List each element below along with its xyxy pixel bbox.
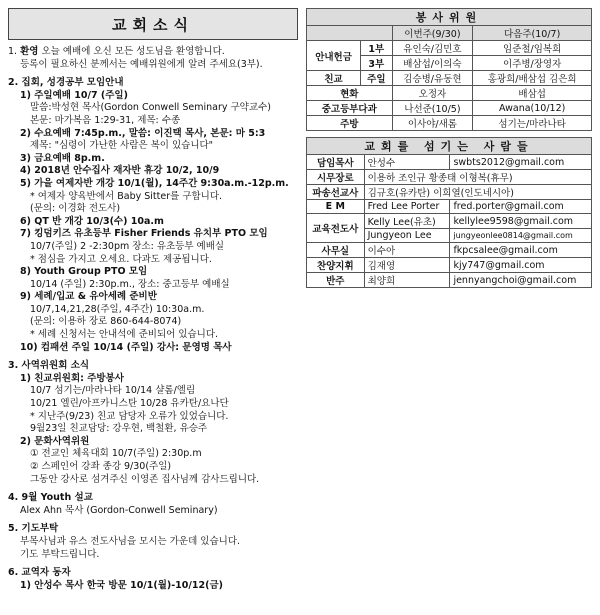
servers-title: 봉사위원 (307, 9, 592, 26)
welcome-section (8, 46, 298, 71)
info-column (306, 8, 592, 288)
meeting-item-line: * 점심을 가지고 오세요. 다과도 제공됩니다. (30, 253, 212, 265)
meeting-item-line: 제목: "심령이 가난한 사람은 복이 있습니다" (30, 140, 214, 152)
servers-this-week-value: 오정자 (392, 86, 473, 101)
welcome-text: 오늘 예배에 오신 모든 성도님을 환영합니다. (41, 46, 225, 57)
meeting-item-line: 10/7(주일) 2 -2:30pm 장소: 유초등부 예배실 (30, 240, 225, 252)
staff-table (306, 137, 592, 288)
staff-row (307, 185, 592, 200)
meeting-item-head: 5) 가을 여제자반 개강 10/1(월), 14주간 9:30a.m.-12p.m. (20, 177, 289, 189)
staff-role: 파송선교사 (307, 185, 365, 200)
youth-sermon-section (8, 492, 298, 517)
prayer-line: 기도 부탁드립니다. (20, 548, 100, 560)
ministry-item-line: 10/21 엘린/아프카니스탄 10/28 유카탄/요나단 (30, 398, 229, 410)
servers-col-this-week: 이번주(9/30) (392, 26, 473, 41)
meeting-item-head: 6) QT 반 개강 10/3(수) 10a.m (20, 215, 164, 227)
ministry-item-line: * 지난주(9/23) 친교 담당자 오류가 있었습니다. (30, 410, 229, 422)
meeting-item-head: 4) 2018년 안수집사 재자반 휴강 10/2, 10/9 (20, 165, 220, 177)
staff-name: Jungyeon Lee (364, 229, 450, 243)
prayer-title: 5. 기도부탁 (8, 523, 59, 535)
staff-row (307, 273, 592, 288)
ministry-item-line: ② 스페인어 강좌 종강 9/30(주일) (30, 461, 172, 472)
meeting-item-line: 10/14 (주일) 2:30p.m., 장소: 중고등부 예배실 (30, 278, 230, 290)
servers-this-week-value: 배삼섭/이의숙 (392, 56, 473, 71)
youth-sermon-title: 4. 9월 Youth 설교 (8, 492, 93, 504)
meeting-item-head: 3) 금요예배 8p.m. (20, 152, 105, 164)
meeting-item-line: 본문: 마가복음 1:29-31, 제목: 수종 (30, 114, 181, 126)
staff-title: 교회를 섬기는 사람들 (307, 138, 592, 155)
servers-row-label: 친교 (307, 71, 361, 86)
servers-row (307, 116, 592, 131)
staff-name: 최양희 (364, 273, 450, 288)
staff-row (307, 170, 592, 185)
staff-role: 시무장로 (307, 170, 365, 185)
staff-role: 찬양지휘 (307, 258, 365, 273)
servers-corner (307, 26, 393, 41)
prayer-line: 부목사님과 유스 전도사님을 모시는 가운데 있습니다. (20, 535, 241, 547)
meetings-title: 2. 집회, 성경공부 모임안내 (8, 77, 124, 89)
servers-row (307, 41, 592, 56)
staff-name: 이용하 조인규 황종태 이형복(휴무) (364, 170, 591, 185)
ministry-item-head: 2) 문화사역위원 (20, 435, 90, 447)
ministry-section (8, 360, 298, 486)
staff-news-section (8, 567, 298, 592)
meeting-item-line: 말씀:박성현 목사(Gordon Conwell Seminary 구약교수) (30, 102, 271, 114)
meeting-item-head: 2) 수요예배 7:45p.m., 말씀: 이진택 목사, 본문: 마 5:3 (20, 127, 266, 139)
staff-name: 김규호(유카탄) 이희열(인도네시아) (364, 185, 591, 200)
servers-this-week-value: 유인숙/김민호 (392, 41, 473, 56)
staff-name: 김재영 (364, 258, 450, 273)
servers-row (307, 86, 592, 101)
servers-row-label: 중고등부다과 (307, 101, 393, 116)
staff-email: kjy747@gmail.com (450, 258, 592, 273)
welcome-subtext: 등록이 필요하신 분께서는 예배위원에게 알려 주세요(3부). (20, 58, 263, 70)
servers-row-sublabel: 주일 (361, 71, 392, 86)
ministry-item-line: 9월23일 친교담당: 강우현, 백철환, 유승주 (30, 423, 208, 435)
servers-next-week-value: 섬기는/마라나타 (473, 116, 592, 131)
meeting-item-head: 9) 세례/입교 & 유아세례 준비반 (20, 291, 157, 303)
servers-next-week-value: 배삼섭 (473, 86, 592, 101)
servers-next-week-value: 홍광희/배삼섭 김은희 (473, 71, 592, 86)
servers-next-week-value: Awana(10/12) (473, 101, 592, 116)
church-news-column (8, 8, 298, 592)
servers-row (307, 71, 592, 86)
welcome-title: 환영 (20, 46, 39, 57)
ministry-item-head: 1) 친교위원회: 주방봉사 (20, 372, 124, 384)
ministry-item-line: 10/7 섬기는/마라나타 10/14 샬롬/엘림 (30, 385, 196, 397)
staff-row (307, 200, 592, 214)
staff-role: 반주 (307, 273, 365, 288)
staff-role: 담임목사 (307, 155, 365, 170)
meeting-item-head: 1) 주일예배 10/7 (주일) (20, 89, 128, 101)
servers-row-label: 주방 (307, 116, 393, 131)
meeting-item-line: (문의: 이경화 전도사) (30, 203, 121, 215)
servers-row-label: 안내헌금 (307, 41, 361, 71)
staff-name: 이수아 (364, 243, 450, 258)
staff-news-line: 1) 안성수 목사 한국 방문 10/1(월)-10/12(금) (20, 579, 223, 591)
staff-row (307, 214, 592, 229)
staff-role: E M (307, 200, 365, 214)
servers-row-sublabel: 3부 (361, 56, 392, 71)
servers-row (307, 101, 592, 116)
staff-row (307, 243, 592, 258)
staff-role: 사무실 (307, 243, 365, 258)
youth-sermon-line: Alex Ahn 목사 (Gordon-Conwell Seminary) (20, 504, 218, 516)
meeting-item-line: (문의: 이용하 장로 860-644-8074) (30, 316, 182, 328)
meeting-item-head: 8) Youth Group PTO 모임 (20, 266, 148, 278)
meeting-item-line: 10/7,14,21,28(주일, 4주간) 10:30a.m. (30, 303, 205, 315)
meeting-item-head: 7) 킹덤키즈 유초등부 Fisher Friends 유치부 PTO 모임 (20, 228, 268, 240)
meeting-item-line: * 여제자 양육반에서 Baby Sitter를 구합니다. (30, 190, 223, 202)
staff-name: Fred Lee Porter (364, 200, 450, 214)
servers-this-week-value: 이사야/새롬 (392, 116, 473, 131)
staff-name: Kelly Lee(유초) (364, 214, 450, 229)
staff-news-title: 6. 교역자 동자 (8, 567, 71, 579)
staff-name: 안성수 (364, 155, 450, 170)
staff-row (307, 258, 592, 273)
ministry-item-line: ① 전교인 체육대회 10/7(주일) 2:30p.m (30, 448, 202, 460)
staff-email: jennyangchoi@gmail.com (450, 273, 592, 288)
servers-row-label: 현화 (307, 86, 393, 101)
servers-table (306, 8, 592, 131)
servers-row-sublabel: 1부 (361, 41, 392, 56)
servers-next-week-value: 임준철/임복희 (473, 41, 592, 56)
church-news-title: 교회소식 (8, 8, 298, 40)
servers-next-week-value: 이주병/장영자 (473, 56, 592, 71)
staff-email: fkpcsalee@gmail.com (450, 243, 592, 258)
prayer-section (8, 523, 298, 561)
staff-email: fred.porter@gmail.com (450, 200, 592, 214)
servers-col-next-week: 다음주(10/7) (473, 26, 592, 41)
meetings-section (8, 77, 298, 354)
staff-row (307, 155, 592, 170)
meeting-item-line: * 세례 신청서는 안내석에 준비되어 있습니다. (30, 329, 219, 341)
servers-this-week-value: 김승병/유동현 (392, 71, 473, 86)
servers-this-week-value: 나선준(10/5) (392, 101, 473, 116)
staff-email: kellylee9598@gmail.com (450, 214, 592, 229)
staff-role: 교육전도사 (307, 214, 365, 243)
staff-email: swbts2012@gmail.com (450, 155, 592, 170)
welcome-number: 1. (8, 46, 18, 57)
staff-email: jungyeonlee0814@gmail.com (450, 229, 592, 243)
ministry-item-line: 그동안 강사로 섬겨주신 이영존 집사님께 감사드립니다. (30, 473, 260, 485)
meeting-item-head: 10) 컴패션 주일 10/14 (주일) 강사: 문영명 목사 (20, 341, 232, 353)
ministry-title: 3. 사역위원회 소식 (8, 360, 90, 372)
